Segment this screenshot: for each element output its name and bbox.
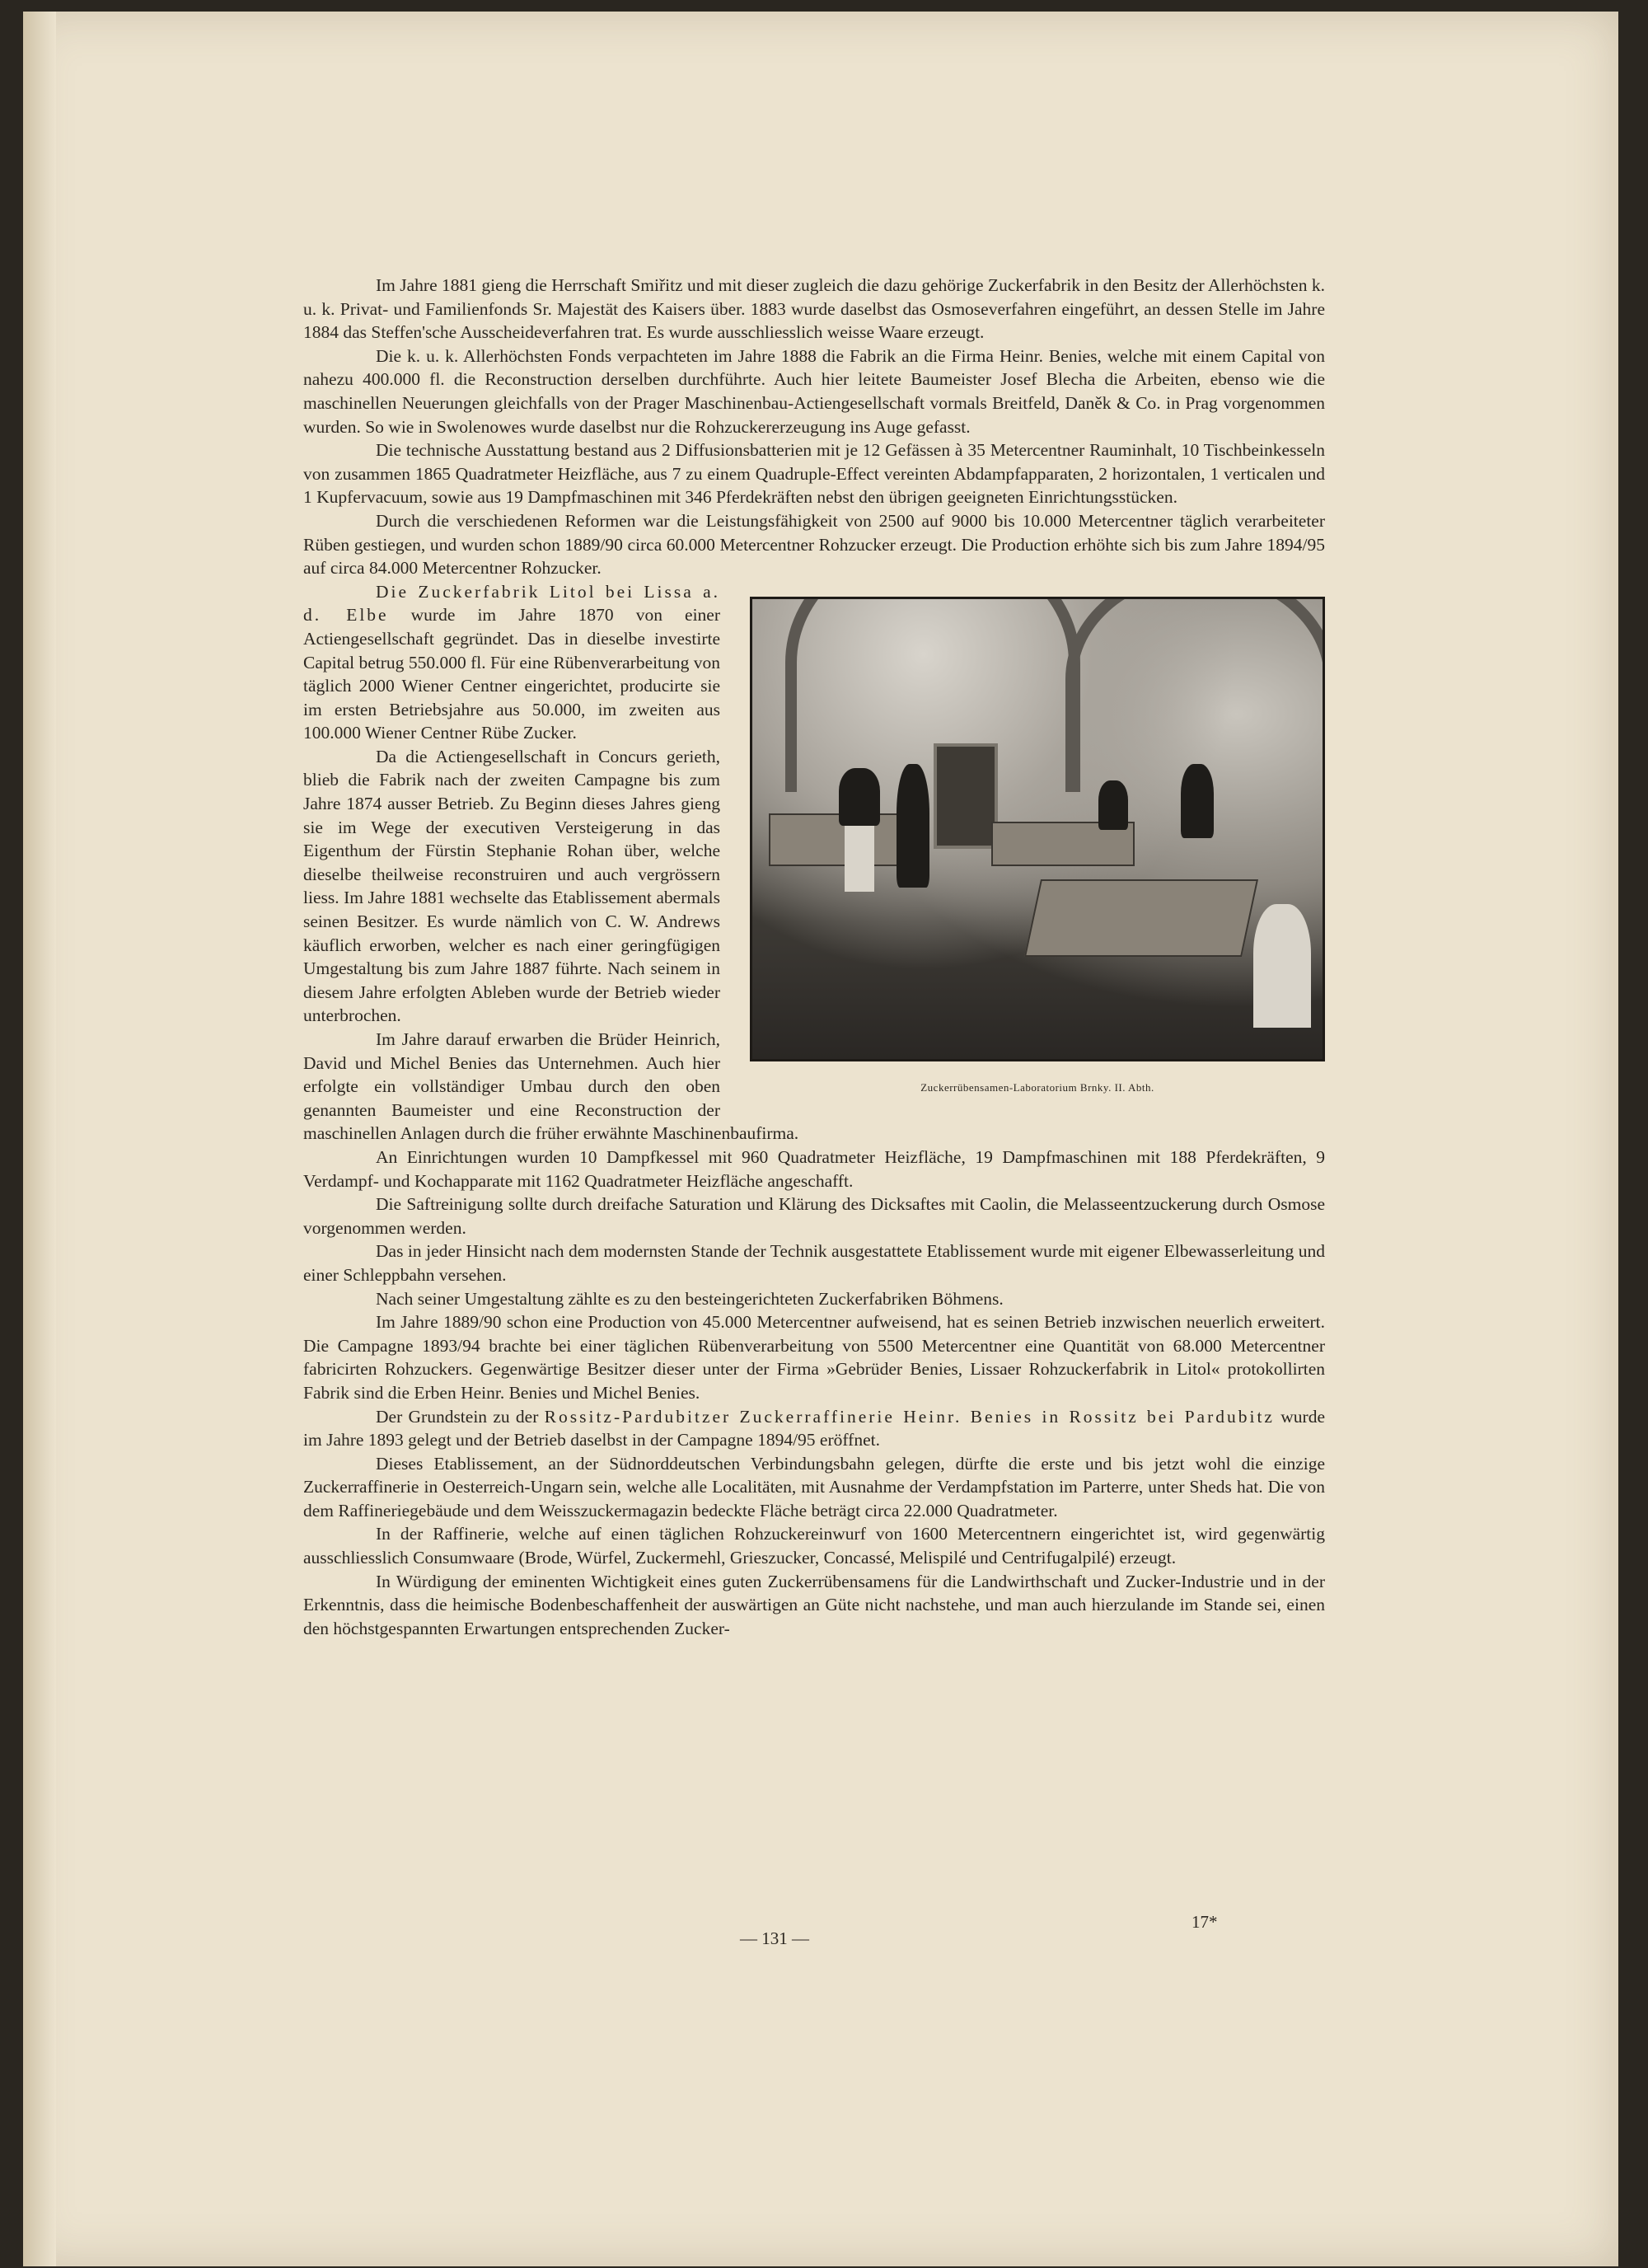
person-apron [1253,904,1311,1028]
spaced-heading: Die Zuckerfabrik Litol bei Lissa a. d. Elbe [303,581,720,626]
paragraph: An Einrichtungen wurden 10 Dampfkessel mit 960 Quadratmeter Heizfläche, 19 Dampfmaschinen mit 188 Pferdekräften, 9 Verdampf- und Kochapparate mit 1162 Quadratmeter Heizfläche angeschafft. [303,1146,1325,1191]
paragraph-text: wurde im Jahre 1893 gelegt und der Betrieb daselbst in der Campagne 1894/95 eröffnet. [303,1406,1325,1450]
paragraph: Die technische Ausstattung bestand aus 2 Diffusionsbatterien mit je 12 Gefässen à 35 Metercentner Rauminhalt, 10 Tischbeinkesseln von zusammen 1865 Quadratmeter Heizfläche, aus 7 zu einem Quadruple-Effect vereinten Abdampfapparaten, 2 horizontalen, 1 verticalen und 1 Kupfervacuum, sowie aus 19 Dampfmaschinen mit 346 Pferdekräften nebst den übrigen geeigneten Einrichtungsstücken. [303,440,1325,508]
person-silhouette [897,764,929,888]
person-silhouette [839,768,880,826]
paragraph: Die Saftreinigung sollte durch dreifache Saturation und Klärung des Dicksaftes mit Caolin, die Melasseentzuckerung durch Osmose vorgenommen werden. [303,1194,1325,1238]
paragraph: Die k. u. k. Allerhöchsten Fonds verpachteten im Jahre 1888 die Fabrik an die Firma Heinr. Benies, welche mit einem Capital von nahezu 400.000 fl. die Reconstruction derselben durchführte. Auch hier leitete Baumeister Josef Blecha die Arbeiten, ebenso wie die maschinellen Neuerungen gleichfalls von der Prager Maschinenbau-Actiengesellschaft vormals Breitfeld, Daněk & Co. in Prag vorgenommen wurden. So wie in Swolenowes wurde daselbst nur die Rohzuckererzeugung ins Auge gefasst. [303,345,1325,437]
body-text [303,274,1325,1640]
paragraph [303,1405,1325,1452]
page-number: — 131 — [740,1928,809,1948]
person-silhouette [1098,780,1128,830]
paragraph: Im Jahre 1881 gieng die Herrschaft Smiřitz und mit dieser zugleich die dazu gehörige Zuckerfabrik in den Besitz der Allerhöchsten k. u. k. Privat- und Familienfonds Sr. Majestät des Kaisers über. 1883 wurde daselbst das Osmoseverfahren eingeführt, an dessen Stelle im Jahre 1884 das Steffen'sche Ausscheideverfahren trat. Es wurde ausschliesslich weisse Waare erzeugt. [303,275,1325,343]
vault-arch [785,597,1080,792]
paragraph: Nach seiner Umgestaltung zählte es zu den besteingerichteten Zuckerfabriken Böhmens. [376,1288,1004,1309]
lab-table [769,813,904,866]
paragraph: Dieses Etablissement, an der Südnorddeutschen Verbindungsbahn gelegen, dürfte die erste und bis jetzt wohl die einzige Zuckerraffinerie in Oesterreich-Ungarn sein, welche alle Localitäten, mit Ausnahme der Verdampfstation im Parterre, unter Sheds hat. Die von dem Raffineriegebäude und dem Weisszuckermagazin bedeckte Fläche beträgt circa 22.000 Quadratmeter. [303,1453,1325,1521]
paragraph: Durch die verschiedenen Reformen war die Leistungsfähigkeit von 2500 auf 9000 bis 10.000 Metercentner täglich verarbeiteter Rüben gestiegen, und wurden schon 1889/90 circa 60.000 Metercentner Rohzucker erzeugt. Die Production erhöhte sich bis zum Jahre 1894/95 auf circa 84.000 Metercentner Rohzucker. [303,510,1325,579]
spaced-heading: Rossitz-Pardubitzer Zuckerraffinerie Heinr. Benies in Rossitz bei Pardubitz [544,1406,1275,1427]
figure [750,597,1325,1100]
doorway [934,743,998,849]
paragraph: Da die Actiengesellschaft in Concurs gerieth, blieb die Fabrik nach der zweiten Campagne bis zum Jahre 1874 ausser Betrieb. Zu Beginn dieses Jahres gieng sie im Wege der executiven Versteigerung in das Eigenthum der Fürstin Stephanie Rohan über, welche dieselbe theilweise reconstruiren und auch vergrössern liess. Im Jahre 1881 wechselte das Etablissement abermals seinen Besitzer. Es wurde nämlich von C. W. Andrews käuflich erworben, welcher es nach einer geringfügigen Umgestaltung bis zum Jahre 1887 führte. Nach seinem in diesem Jahre erfolgten Ableben wurde der Betrieb wieder unterbrochen. [303,746,720,1026]
paragraph: Im Jahre darauf erwarben die Brüder Heinrich, David und Michel Benies das Unternehmen. Auch hier erfolgte ein vollständiger Umbau durch den oben genannten Baumeister und eine Reconstruction der maschinellen Anlagen durch die früher erwähnte Maschinenbaufirma. [303,1029,799,1144]
paragraph: Das in jeder Hinsicht nach dem modernsten Stande der Technik ausgestattete Etablissement wurde mit eigener Elbewasserleitung und einer Schleppbahn versehen. [303,1241,1325,1285]
person-silhouette [1181,764,1214,838]
page-footer [23,1912,1618,1961]
laboratory-photo [750,597,1325,1061]
paragraph: Im Jahre 1889/90 schon eine Production von 45.000 Metercentner aufweisend, hat es seinen Betrieb inzwischen neuerlich erweitert. Die Campagne 1893/94 brachte bei einer täglichen Rübenverarbeitung von 5500 Metercentner eine Quantität von 68.000 Metercentner fabricirten Rohzuckers. Gegenwärtige Besitzer dieser unter der Firma »Gebrüder Benies, Lissaer Rohzuckerfabrik in Litol« protokollirten Fabrik sind die Erben Heinr. Benies und Michel Benies. [303,1312,1325,1403]
paragraph: In Würdigung der eminenten Wichtigkeit eines guten Zuckerrübensamens für die Landwirthschaft und Zucker-Industrie und in der Erkenntnis, dass die heimische Bodenbeschaffenheit der auswärtigen an Güte nicht nachstehe, und man auch hierzulande im Stande sei, einen den höchstgespannten Erwartungen entsprechenden Zucker- [303,1571,1325,1638]
signature-mark: 17* [1192,1912,1218,1932]
paragraph-text: Der Grundstein zu der [376,1406,545,1427]
page [23,12,1618,2266]
person-apron [845,818,874,892]
vault-arch [1065,597,1325,792]
paragraph-text: wurde im Jahre 1870 von einer Actiengesellschaft gegründet. Das in dieselbe investirte Capital betrug 550.000 fl. Für eine Rübenverarbeitung von täglich 2000 Wiener Centner eingerichtet, producirte sie im ersten Betriebsjahre aus 50.000, im zweiten aus 100.000 Wiener Centner Rübe Zucker. [303,605,720,743]
figure-caption: Zuckerrübensamen-Laboratorium Brnky. II. Abth. [920,1080,1154,1094]
lab-table [1024,879,1258,957]
paragraph: In der Raffinerie, welche auf einen täglichen Rohzuckereinwurf von 1600 Metercentnern eingerichtet ist, wird gegenwärtig ausschliesslich Consumwaare (Brode, Würfel, Zuckermehl, Grieszucker, Concassé, Melispilé und Centrifugalpilé) erzeugt. [303,1524,1325,1568]
